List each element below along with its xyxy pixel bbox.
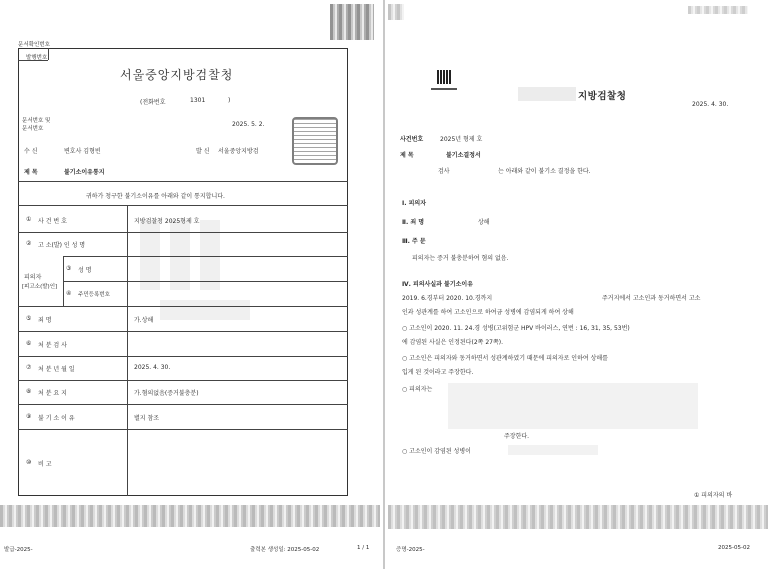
facts-line-5: ○ 고소인은 피의자와 동거하면서 성관계하였기 때문에 피의자로 인하여 상해를 — [402, 355, 608, 362]
footer-generated: 출력본 생성일: 2025-05-02 — [250, 547, 320, 553]
redacted-office-name — [518, 87, 576, 101]
facts-line-2: 인과 성관계를 하여 고소인으로 하여금 성병에 감염되게 하여 상해 — [402, 309, 574, 316]
form-row-label: 처 분 년 월 일 — [38, 366, 75, 373]
footer-left: 발급-2025- — [4, 547, 33, 553]
order-body: 피의자는 증거 불충분하여 혐의 없음. — [412, 255, 509, 262]
footer-date-right: 2025-05-02 — [718, 545, 750, 551]
form-row-label: 처 분 검 사 — [38, 341, 67, 349]
scan-noise — [330, 4, 374, 40]
page-divider — [383, 0, 385, 569]
form-row-value: 가.혐의없음(증거불충분) — [134, 390, 199, 397]
recipient-value: 변호사 김형빈 — [64, 148, 101, 155]
section-suspect: Ⅰ. 피의자 — [402, 200, 426, 207]
form-row-number: ⑥ — [26, 339, 32, 347]
form-row-label: 성 명 — [78, 266, 92, 274]
ref-label-2: 문서번호 — [22, 126, 44, 132]
scan-noise — [688, 6, 748, 14]
form-row-label: 죄 명 — [38, 316, 52, 324]
intro-decision: 는 아래와 같이 불기소 결정을 한다. — [498, 168, 591, 175]
redacted-inline — [508, 445, 598, 455]
phone-value: 1301 — [190, 97, 206, 104]
facts-line-1: 2019. 6.경부터 2020. 10.경까지 — [402, 295, 493, 302]
section-charge-value: 상해 — [478, 219, 490, 226]
subject-label-right: 제 목 — [400, 152, 414, 159]
case-number-label: 사건번호 — [400, 136, 424, 143]
form-row-label: 고 소(발) 인 성 명 — [38, 242, 86, 249]
form-row-number: ② — [26, 240, 32, 247]
section-charge-label: Ⅱ. 죄 명 — [402, 219, 425, 226]
notice-intro: 귀하가 청구한 불기소이유를 아래와 같이 통지합니다. — [86, 193, 225, 200]
form-row-number: ① — [26, 216, 32, 223]
form-row-label: 비 고 — [38, 460, 52, 468]
office-title-right: 지방검찰청 — [578, 91, 627, 102]
suspect-sub-label: [피고소(발)인] — [22, 284, 58, 290]
ref-label-1: 문서번호 및 — [22, 118, 51, 124]
footer-page: 1 / 1 — [357, 545, 370, 551]
section-facts: Ⅳ. 피의사실과 불기소이유 — [402, 281, 474, 288]
form-row-number: ③ — [66, 264, 72, 272]
scan-noise-bottom — [0, 505, 380, 527]
form-row-label: 주민등록번호 — [78, 291, 110, 298]
prosecution-logo-icon — [437, 70, 451, 84]
form-row-label: 불 기 소 이 유 — [38, 414, 75, 422]
facts-line-9: ○ 고소인이 감염된 성병이 — [402, 448, 471, 455]
subject-value: 불기소이유통지 — [64, 169, 105, 176]
form-row-value: 별지 참조 — [134, 414, 160, 422]
facts-line-6: 입게 된 것이라고 주장한다. — [402, 369, 474, 376]
form-row-number: ⑨ — [26, 412, 32, 420]
form-row-number: ④ — [66, 289, 72, 297]
office-title: 서울중앙지방검찰청 — [120, 68, 234, 82]
document-date: 2025. 5. 2. — [232, 121, 265, 128]
official-seal-stamp — [292, 117, 338, 165]
form-row-value: 지방검찰청 2025형제 호 — [134, 218, 200, 225]
form-row-value: 2025. 4. 30. — [134, 364, 171, 371]
phone-close: ) — [228, 97, 231, 104]
facts-line-4: 에 감염된 사실은 인정된다(2쪽 27쪽). — [402, 339, 504, 346]
sender-label: 발 신 — [196, 148, 210, 155]
recipient-label: 수 신 — [24, 148, 38, 155]
sender-value: 서울중앙지방검 — [218, 148, 259, 155]
scan-noise-bottom — [388, 505, 768, 529]
form-row-value: 가.상해 — [134, 316, 154, 324]
phone-label: (전화번호 — [140, 99, 166, 106]
form-row-number: ⑧ — [26, 388, 32, 395]
section-order: Ⅲ. 주 문 — [402, 238, 426, 245]
suspect-label: 피의자 — [24, 274, 42, 281]
facts-line-7: ○ 피의자는 — [402, 386, 433, 393]
facts-line-3: ○ 고소인이 2020. 11. 24.경 성병(고위험군 HPV 바이러스, 연번 : 16, 31, 35, 53번) — [402, 325, 630, 332]
scan-noise — [388, 4, 404, 20]
footer-left-right: 증명-2025- — [396, 547, 425, 553]
form-row-divider — [18, 331, 348, 332]
form-row-label: 처 분 요 지 — [38, 390, 67, 397]
facts-line-10: ① 피의자의 바 — [694, 492, 733, 499]
intro-prosecutor: 검사 — [438, 168, 450, 175]
form-row-divider — [18, 404, 348, 405]
left-document-page — [0, 0, 380, 569]
logo-caption — [431, 88, 457, 90]
form-row-number: ⑤ — [26, 314, 32, 322]
watermark-logo — [130, 210, 290, 350]
form-row-divider — [18, 232, 348, 233]
issue-number-label: 발행번호 — [26, 55, 48, 61]
decision-date: 2025. 4. 30. — [692, 101, 729, 108]
form-row-divider — [18, 356, 348, 357]
subject-label: 제 목 — [24, 169, 38, 176]
form-row-divider — [63, 256, 348, 257]
form-row-label: 사 건 번 호 — [38, 218, 67, 225]
right-document-page — [388, 0, 768, 569]
form-row-divider — [18, 306, 348, 307]
form-row-divider — [63, 281, 348, 282]
redacted-block — [448, 383, 698, 429]
form-row-divider — [18, 429, 348, 430]
form-row-number: ⑩ — [26, 458, 32, 466]
facts-line-8: 주장한다. — [504, 433, 530, 440]
form-row-number: ⑦ — [26, 364, 32, 371]
subject-value-right: 불기소결정서 — [446, 152, 481, 159]
case-number-value: 2025년 형제 호 — [440, 136, 483, 143]
doc-confirm-label: 문서확인번호 — [18, 42, 50, 48]
form-row-divider — [18, 380, 348, 381]
facts-line-1b: 주거지에서 고소인과 동거하면서 고소 — [602, 295, 701, 302]
